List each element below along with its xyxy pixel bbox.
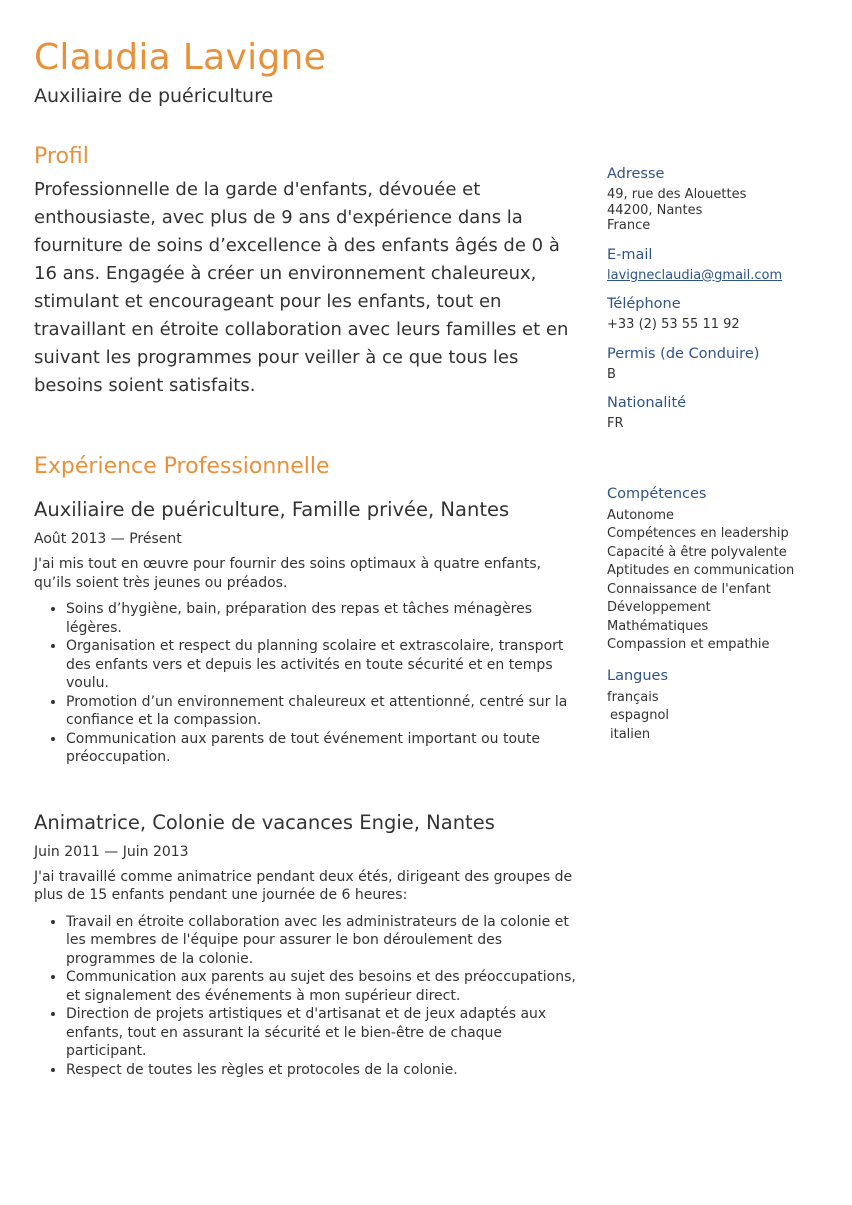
main-column xyxy=(34,142,580,1079)
address-heading: Adresse xyxy=(607,166,665,182)
language-item: italien xyxy=(610,726,651,742)
job-bullet: • Promotion d’un environnement chaleureux et attentionné, centré sur la confiance et la compassion. xyxy=(66,693,580,730)
language-item: français xyxy=(607,689,659,705)
job-bullet: • Direction de projets artistiques et d'artisanat et de jeux adaptés aux enfants, tout en assurant la sécurité et le bien-être de chaque participant. xyxy=(66,1005,580,1061)
skill-item: Compassion et empathie xyxy=(607,637,770,652)
languages-block xyxy=(607,666,837,745)
skill-item: Mathématiques xyxy=(607,618,709,634)
job-bullet: • Respect de toutes les règles et protocoles de la colonie. xyxy=(66,1061,580,1080)
job-bullet: • Soins d’hygiène, bain, préparation des repas et tâches ménagères légères. xyxy=(66,600,580,637)
email-heading: E-mail xyxy=(607,246,653,263)
phone-value: +33 (2) 53 55 11 92 xyxy=(607,317,740,332)
job-entry xyxy=(34,496,580,767)
license-value: B xyxy=(607,366,616,382)
job-bullet: • Travail en étroite collaboration avec les administrateurs de la colonie et les membres de l'équipe pour assurer le bon déroulement des programmes de la colonie. xyxy=(66,913,580,969)
nationality-heading: Nationalité xyxy=(607,395,687,411)
experience-section xyxy=(34,452,580,1079)
skill-item: Aptitudes en communication xyxy=(607,563,795,578)
address-line: 49, rue des Alouettes xyxy=(607,187,747,202)
job-title: Auxiliaire de puériculture xyxy=(34,85,274,107)
job-entry-bullets xyxy=(34,600,580,767)
nationality-block xyxy=(607,393,837,432)
skill-item: Connaissance de l'enfant xyxy=(607,581,771,597)
address-line: France xyxy=(607,218,651,233)
job-entry-description: J'ai mis tout en œuvre pour fournir des soins optimaux à quatre enfants, qu’ils soient très jeunes ou préados. xyxy=(34,556,542,591)
phone-block xyxy=(607,294,837,333)
phone-heading: Téléphone xyxy=(607,296,681,312)
job-entry-dates: Juin 2011 — Juin 2013 xyxy=(34,843,189,860)
candidate-name: Claudia Lavigne xyxy=(34,37,327,78)
experience-heading: Expérience Professionnelle xyxy=(34,454,330,479)
email-block xyxy=(607,245,837,284)
profile-section xyxy=(34,142,580,400)
job-bullet: • Communication aux parents de tout événement important ou toute préoccupation. xyxy=(66,730,580,767)
job-entry xyxy=(34,809,580,1080)
job-entry-bullets xyxy=(34,913,580,1080)
license-heading: Permis (de Conduire) xyxy=(607,345,760,362)
skills-heading: Compétences xyxy=(607,485,707,502)
skill-item: Compétences en leadership xyxy=(607,526,789,541)
job-entry-dates: Août 2013 — Présent xyxy=(34,531,182,547)
license-block xyxy=(607,344,837,383)
languages-list xyxy=(607,689,837,745)
job-bullet: • Communication aux parents au sujet des besoins et des préoccupations, et signalement des événements à mon supérieur direct. xyxy=(66,968,580,1005)
profile-text: Professionnelle de la garde d'enfants, dévouée et enthousiaste, avec plus de 9 ans d'expérience dans la fourniture de soins d’excellence à des enfants âgés de 0 à 16 ans. Engagée à créer un environnement chaleureux, stimulant et encourageant pour les enfants, tout en travaillant en étroite collaboration avec leurs familles et en suivant les programmes pour veiller à ce que tous les besoins soient satisfaits. xyxy=(34,179,569,396)
nationality-value: FR xyxy=(607,416,624,431)
address-line: 44200, Nantes xyxy=(607,202,703,218)
language-item: espagnol xyxy=(610,708,670,723)
address-block xyxy=(607,164,837,234)
skills-list xyxy=(607,507,837,655)
skills-block xyxy=(607,484,837,655)
skill-item: Autonome xyxy=(607,507,675,523)
languages-heading: Langues xyxy=(607,667,669,684)
email-link[interactable]: lavigneclaudia@gmail.com xyxy=(607,267,783,283)
skill-item: Développement xyxy=(607,600,711,615)
profile-heading: Profil xyxy=(34,144,89,169)
sidebar xyxy=(607,164,837,755)
skill-item: Capacité à être polyvalente xyxy=(607,544,787,560)
job-bullet: • Organisation et respect du planning scolaire et extrascolaire, transport des enfants vers et depuis les activités en toute sécurité et en temps voulu. xyxy=(66,637,580,693)
job-entry-description: J'ai travaillé comme animatrice pendant deux étés, dirigeant des groupes de plus de 15 enfants pendant une journée de 6 heures: xyxy=(34,868,573,903)
job-entry-title: Auxiliaire de puériculture, Famille privée, Nantes xyxy=(34,498,510,521)
job-entry-title: Animatrice, Colonie de vacances Engie, Nantes xyxy=(34,810,495,834)
